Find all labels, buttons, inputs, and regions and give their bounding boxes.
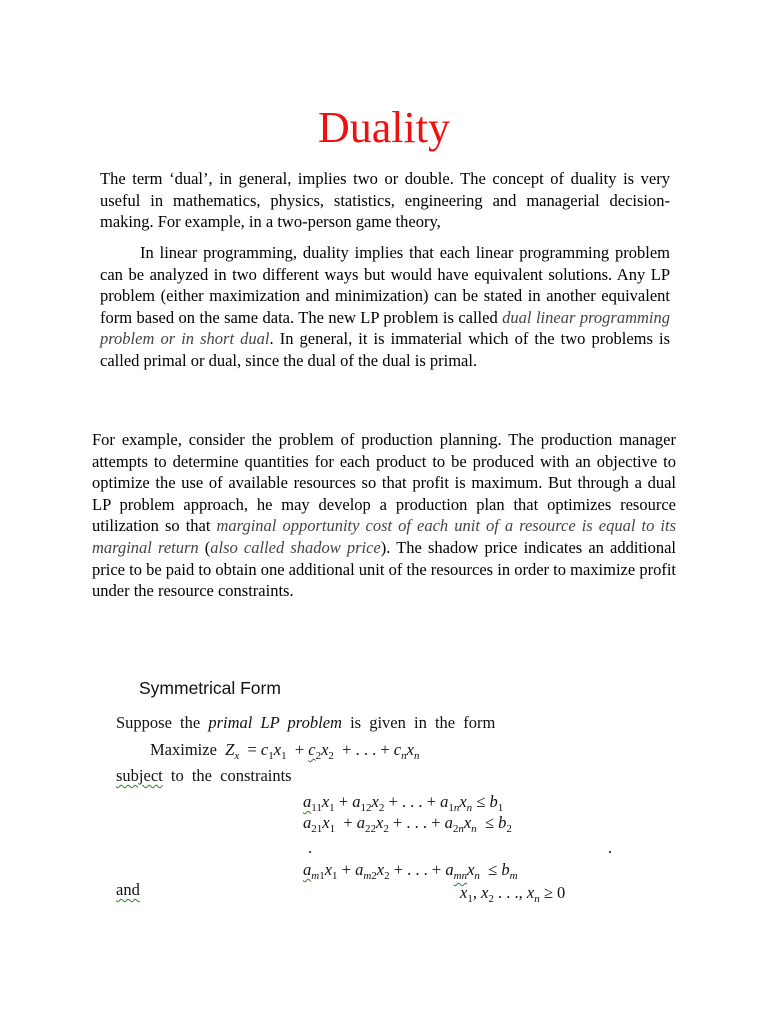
subject-line: subject to the constraints	[116, 766, 292, 785]
non-negativity: $x_1$, $x_2$ . . ., $x_n \ge 0$	[460, 883, 566, 905]
shadow-price-term: also called shadow price	[210, 537, 381, 557]
constraint-m: $a_{m1}x_1 + a_{m2}x_2$ + . . . + $a_{mn}x_n \le b_m$	[303, 860, 518, 882]
objective-function: Maximize $Z_x = c_1x_1 + c_2x_2$ + . . . + $c_nx_n$	[150, 740, 420, 762]
ellipsis-dot-left: .	[308, 838, 313, 857]
intro-paragraph: The term ‘dual’, in general, implies two or double. The concept of duality is very useful in mathematics, physics, statistics, engineering and managerial decision-making. For example, in a two-person game theory,	[100, 169, 670, 232]
dual-lp-term: dual linear programming problem or in short dual	[100, 307, 670, 349]
constraint-2: $a_{21}x_1 + a_{22}x_2$ + . . . + $a_{2n}x_n \le b_2$	[303, 813, 512, 835]
duality-text-1: In linear programming, duality implies that each linear programming problem can be analyzed in two different ways but would have equivalent solutions. Any LP problem (either maximization and minimization) can be stated in another equivalent form based on the same data. The new LP problem is called	[100, 243, 670, 327]
duality-paragraph	[100, 242, 670, 372]
page-title: Duality	[318, 103, 450, 152]
primal-lp-term: primal LP problem	[208, 713, 342, 732]
example-text-1: For example, consider the problem of production planning. The production manager attempts to determine quantities for each product to be produced with an objective to optimize the use of available resources so that profit is maximum. But through a dual LP problem approach, he may develop a production plan that optimizes resource utilization so that	[92, 430, 676, 536]
symmetrical-form-heading: Symmetrical Form	[139, 678, 281, 698]
example-paragraph	[92, 429, 676, 602]
ellipsis-dot-right: .	[608, 838, 613, 857]
example-text-3: ). The shadow price indicates an additional price to be paid to obtain one additional unit of the resources in order to maximize profit under the resource constraints.	[92, 537, 677, 601]
marginal-cost-term: marginal opportunity cost of each unit of a resource is equal to its marginal return	[92, 516, 676, 557]
example-text-2: (	[198, 537, 211, 557]
suppose-line: Suppose the primal LP problem is given in the form	[116, 713, 496, 732]
constraint-1: $a_{11}x_1 + a_{12}x_2$ + . . . + $a_{1n}x_n \le b_1$	[303, 792, 504, 814]
duality-text-2: . In general, it is immaterial which of the two problems is called primal or dual, since the dual of the dual is primal.	[100, 329, 671, 370]
and-label: and	[116, 880, 140, 899]
